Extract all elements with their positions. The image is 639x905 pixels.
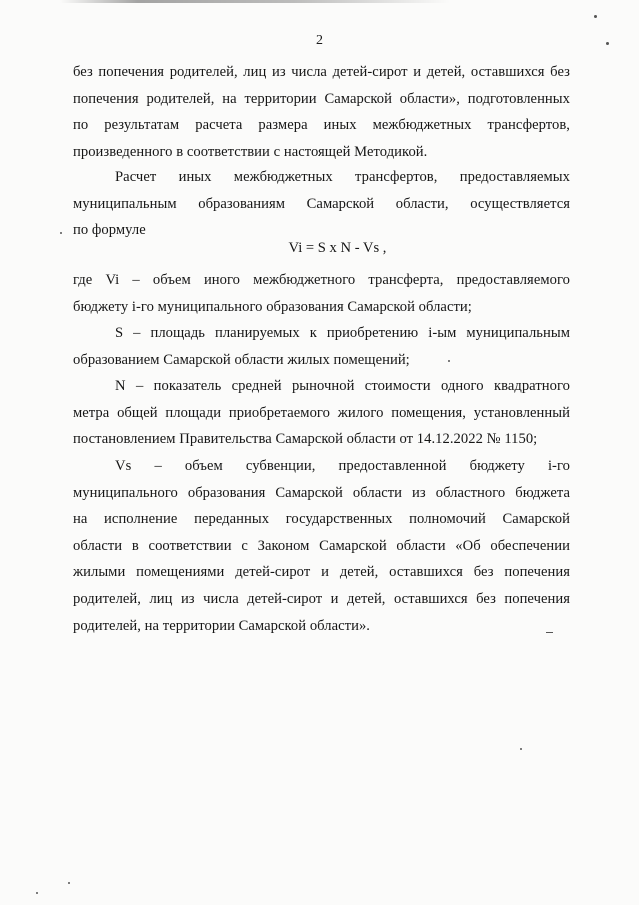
paragraph-1 — [73, 59, 570, 165]
text-line: без попечения родителей, лиц из числа детей-сирот и детей, оставшихся без — [73, 64, 570, 80]
scan-speck — [606, 42, 609, 45]
text-line: муниципальным образованиям Самарской области, осуществляется — [73, 195, 570, 212]
formula: Vi = S x N - Vs , — [288, 240, 387, 256]
scan-speck — [68, 882, 70, 884]
page-number: 2 — [316, 33, 323, 48]
scan-speck — [448, 360, 450, 362]
text-line: области в соответствии с Законом Самарской области «Об обеспечении — [73, 537, 570, 554]
scan-speck — [546, 632, 553, 633]
paragraph-2 — [73, 164, 570, 244]
text-line: жилыми помещениями детей-сирот и детей, оставшихся без попечения — [73, 564, 570, 581]
scan-speck — [520, 748, 522, 750]
paragraph-4 — [73, 320, 570, 373]
scan-speck — [36, 892, 38, 894]
text-line: по формуле — [73, 222, 146, 239]
text-line: Расчет иных межбюджетных трансфертов, предоставляемых — [115, 169, 570, 185]
text-line: муниципального образования Самарской области из областного бюджета — [73, 484, 570, 501]
paragraph-3 — [73, 267, 570, 320]
text-line: родителей, на территории Самарской области». — [73, 617, 371, 634]
text-line: постановлением Правительства Самарской области от 14.12.2022 № 1150; — [73, 431, 538, 448]
scan-speck — [594, 15, 597, 18]
text-line: метра общей площади приобретаемого жилого помещения, установленный — [73, 404, 570, 421]
text-line: где Vi – объем иного межбюджетного трансферта, предоставляемого — [73, 272, 570, 288]
paragraph-6 — [73, 453, 570, 639]
text-line: Vs – объем субвенции, предоставленной бюджету i-го — [115, 458, 570, 474]
text-line: произведенного в соответствии с настоящей Методикой. — [73, 143, 428, 160]
text-line: родителей, лиц из числа детей-сирот и детей, оставшихся без попечения — [73, 590, 570, 607]
text-line: образованием Самарской области жилых помещений; — [73, 351, 410, 368]
scan-top-edge — [60, 0, 450, 3]
text-line: на исполнение переданных государственных полномочий Самарской — [73, 511, 570, 528]
text-line: S – площадь планируемых к приобретению i-ым муниципальным — [115, 325, 570, 341]
scan-speck — [60, 232, 62, 234]
paragraph-5 — [73, 373, 570, 453]
text-line: N – показатель средней рыночной стоимости одного квадратного — [115, 378, 570, 394]
text-line: попечения родителей, на территории Самарской области», подготовленных — [73, 90, 570, 107]
text-line: по результатам расчета размера иных межбюджетных трансфертов, — [73, 117, 570, 134]
text-line: бюджету i-го муниципального образования Самарской области; — [73, 298, 472, 315]
